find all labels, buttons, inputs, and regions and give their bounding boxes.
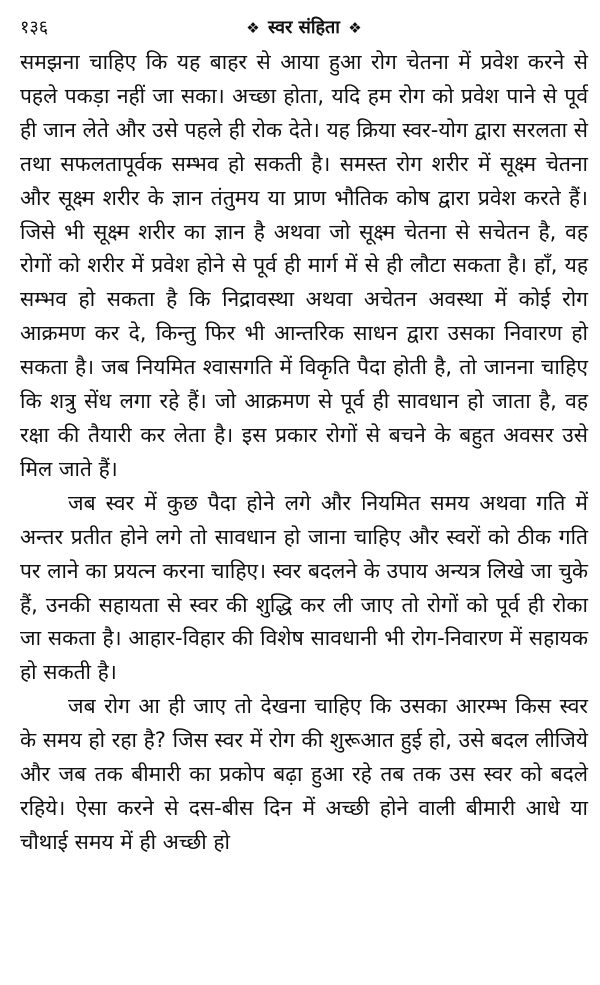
paragraph-2: जब स्वर में कुछ पैदा होने लगे और नियमित समय अथवा गति में अन्तर प्रतीत होने लगे तो सावधान हो जाना चाहिए और स्वरों को ठीक गति पर लाने का प्रयत्न करना चाहिए। स्वर बदलने के उपाय अन्यत्र लिखे जा चुके हैं, उनकी सहायता से स्वर की शुद्धि कर ली जाए तो रोगों को पूर्व ही रोका जा सकता है। आहार-विहार की विशेष सावधानी भी रोग-निवारण में सहायक हो सकती है। [20, 490, 588, 685]
running-title [20, 17, 588, 39]
page-header [20, 0, 588, 44]
paragraph-3: जब रोग आ ही जाए तो देखना चाहिए कि उसका आरम्भ किस स्वर के समय हो रहा है? जिस स्वर में रोग की शुरूआत हुई हो, उसे बदल लीजिये और जब तक बीमारी का प्रकोप बढ़ा हुआ रहे तब तक उस स्वर को बदले रहिये। ऐसा करने से दस-बीस दिन में अच्छी होने वाली बीमारी आधे या चौथाई समय में ही अच्छी हो [20, 694, 588, 854]
ornament-right-icon: ❖ [348, 19, 362, 37]
body-text [20, 46, 588, 860]
chapter-title: स्वर संहिता [268, 17, 340, 38]
ornament-left-icon: ❖ [246, 19, 260, 37]
page-number: १३६ [20, 17, 49, 38]
paragraph-1: समझना चाहिए कि यह बाहर से आया हुआ रोग चेतना में प्रवेश करने से पहले पकड़ा नहीं जा सका। अच्छा होता, यदि हम रोग को प्रवेश पाने से पूर्व ही जान लेते और उसे पहले ही रोक देते। यह क्रिया स्वर-योग द्वारा सरलता से तथा सफलतापूर्वक सम्भव हो सकती है। समस्त रोग शरीर में सूक्ष्म चेतना और सूक्ष्म शरीर के ज्ञान तंतुमय या प्राण भौतिक कोष द्वारा प्रवेश करते हैं। जिसे भी सूक्ष्म शरीर का ज्ञान है अथवा जो सूक्ष्म चेतना से सचेतन है, वह रोगों को शरीर में प्रवेश होने से पूर्व ही मार्ग में से ही लौटा सकता है। हाँ, यह सम्भव हो सकता है कि निद्रावस्था अथवा अचेतन अवस्था में कोई रोग आक्रमण कर दे, किन्तु फिर भी आन्तरिक साधन द्वारा उसका निवारण हो सकता है। जब नियमित श्वासगति में विकृति पैदा होती है, तो जानना चाहिए कि शत्रु सेंध लगा रहे हैं। जो आक्रमण से पूर्व ही सावधान हो जाता है, वह रक्षा की तैयारी कर लेता है। इस प्रकार रोगों से बचने के बहुत अवसर उसे मिल जाते हैं। [20, 50, 588, 481]
